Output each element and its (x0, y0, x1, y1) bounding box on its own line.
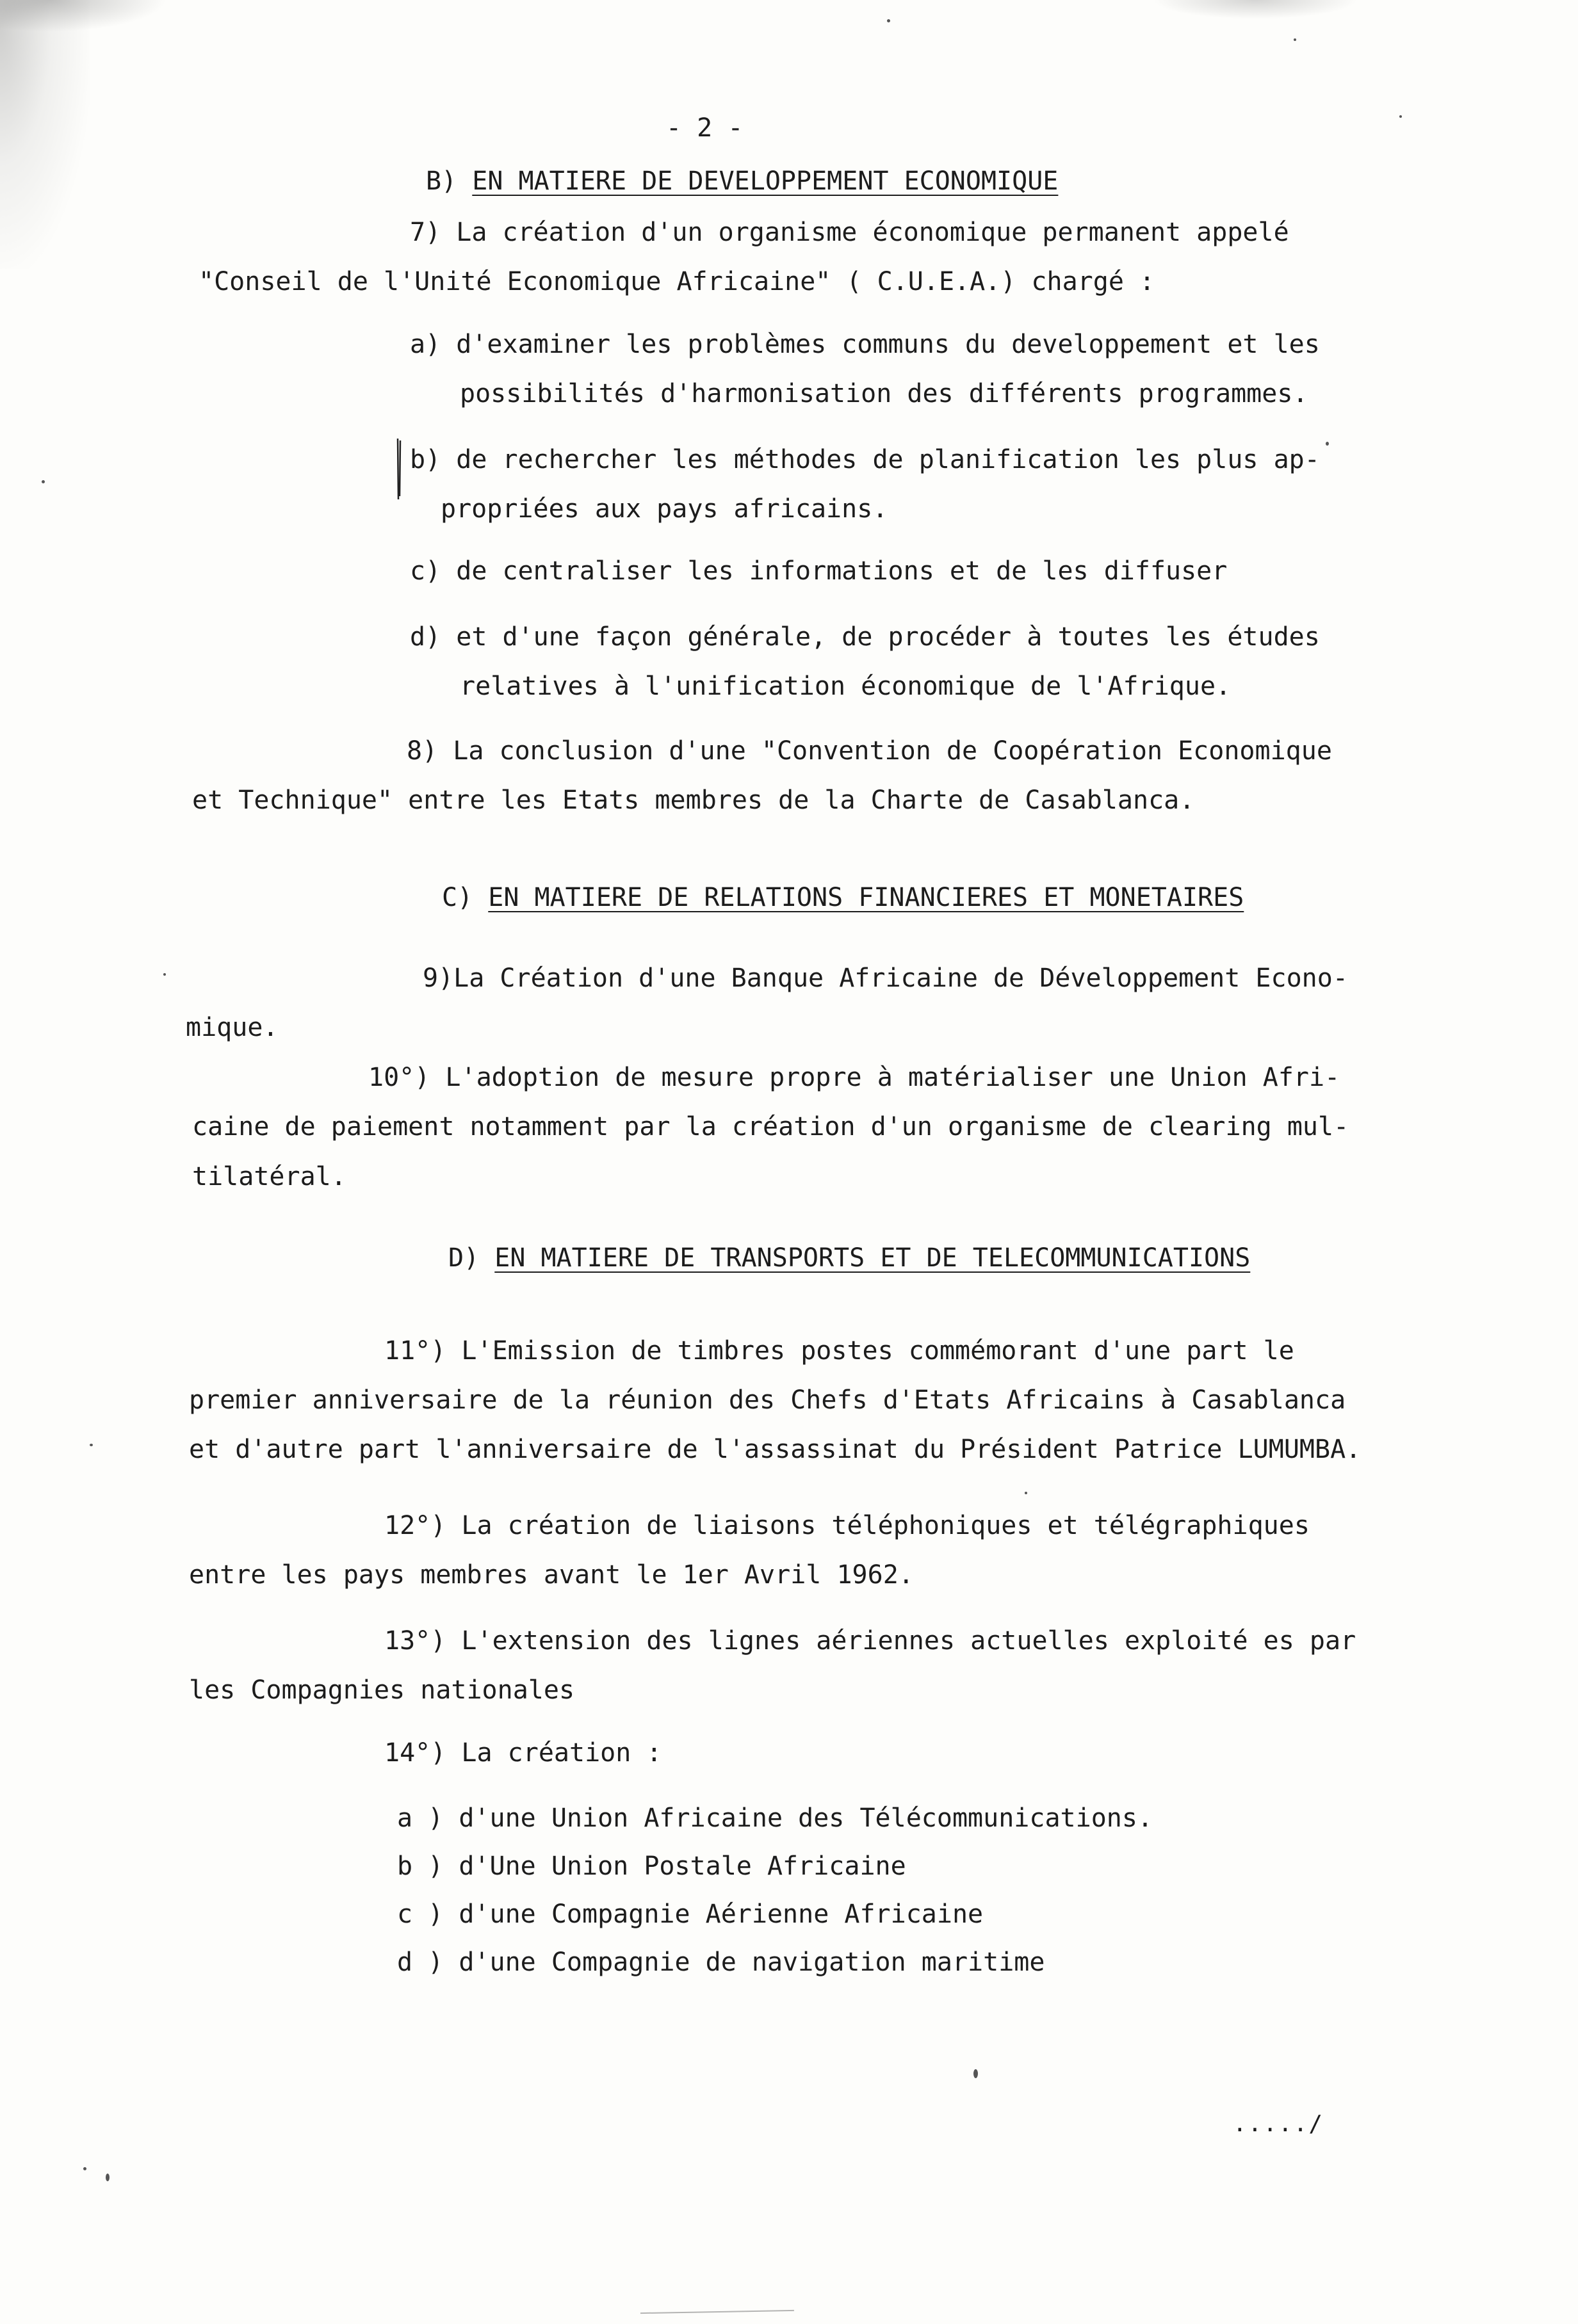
section-b-title: EN MATIERE DE DEVELOPPEMENT ECONOMIQUE (472, 166, 1059, 196)
item13-line2: les Compagnies nationales (189, 1675, 575, 1705)
item11-line1: 11°) L'Emission de timbres postes commémorant d'une part le (384, 1336, 1294, 1366)
margin-annotation-mark (396, 435, 402, 506)
scan-speck (163, 973, 166, 976)
scan-speck (106, 2174, 110, 2181)
scan-speck (1326, 442, 1329, 446)
item10-line1: 10°) L'adoption de mesure propre à matérialiser une Union Afri- (368, 1063, 1340, 1092)
section-c-heading (442, 885, 1244, 910)
item14-b: b ) d'Une Union Postale Africaine (397, 1852, 906, 1881)
item10-line3: tilatéral. (192, 1162, 346, 1191)
scan-speck (90, 1444, 93, 1446)
item7-line2: "Conseil de l'Unité Economique Africaine" ( C.U.E.A.) chargé : (199, 267, 1155, 296)
scan-speck (42, 480, 45, 483)
section-c-title: EN MATIERE DE RELATIONS FINANCIERES ET MONETAIRES (488, 883, 1244, 912)
item14-a: a ) d'une Union Africaine des Télécommunications. (397, 1804, 1153, 1833)
item7-b-line1: b) de rechercher les méthodes de planification les plus ap- (410, 445, 1320, 474)
section-b-letter: B) (426, 166, 457, 196)
item14-line1: 14°) La création : (384, 1738, 662, 1768)
item8-line1: 8) La conclusion d'une "Convention de Coopération Economique (407, 736, 1332, 766)
item11-line3: et d'autre part l'anniversaire de l'assassinat du Président Patrice LUMUMBA. (189, 1435, 1362, 1464)
item14-c: c ) d'une Compagnie Aérienne Africaine (397, 1900, 984, 1929)
section-b-heading (426, 168, 1058, 194)
scan-top-noise-right (1153, 0, 1358, 19)
item7-c-line1: c) de centraliser les informations et de les diffuser (410, 556, 1228, 586)
scan-speck (1399, 115, 1402, 118)
scan-bottom-smudge (640, 2310, 794, 2319)
section-d-letter: D) (448, 1243, 480, 1273)
item9-line1: 9)La Création d'une Banque Africaine de Développement Econo- (423, 964, 1348, 993)
scan-speck (887, 19, 890, 22)
item11-line2: premier anniversaire de la réunion des Chefs d'Etats Africains à Casablanca (189, 1385, 1346, 1415)
item12-line1: 12°) La création de liaisons téléphoniques et télégraphiques (384, 1511, 1310, 1540)
item13-line1: 13°) L'extension des lignes aériennes actuelles exploité es par (384, 1626, 1356, 1656)
item7-d-line1: d) et d'une façon générale, de procéder à toutes les études (410, 622, 1320, 652)
scan-speck (1025, 1492, 1027, 1494)
item12-line2: entre les pays membres avant le 1er Avril 1962. (189, 1560, 914, 1590)
scan-speck (83, 2167, 86, 2170)
continuation-mark: ...../ (1233, 2111, 1324, 2137)
item7-line1: 7) La création d'un organisme économique permanent appelé (410, 218, 1289, 247)
page-number: - 2 - (666, 113, 744, 143)
section-d-title: EN MATIERE DE TRANSPORTS ET DE TELECOMMUNICATIONS (494, 1243, 1251, 1273)
scan-edge-noise (0, 0, 90, 269)
item8-line2: et Technique" entre les Etats membres de la Charte de Casablanca. (192, 786, 1195, 815)
item9-line2: mique. (186, 1013, 279, 1042)
scan-top-noise (0, 0, 167, 32)
scan-speck (1294, 38, 1296, 41)
item7-b-line2: propriées aux pays africains. (441, 494, 888, 524)
item14-d: d ) d'une Compagnie de navigation maritime (397, 1948, 1045, 1977)
section-c-letter: C) (442, 883, 473, 912)
item7-a-line2: possibilités d'harmonisation des différents programmes. (460, 379, 1308, 408)
item7-d-line2: relatives à l'unification économique de l'Afrique. (460, 672, 1232, 701)
section-d-heading (448, 1245, 1250, 1271)
item10-line2: caine de paiement notamment par la création d'un organisme de clearing mul- (192, 1112, 1349, 1142)
item7-a-line1: a) d'examiner les problèmes communs du developpement et les (410, 330, 1320, 359)
scan-speck (973, 2069, 978, 2078)
